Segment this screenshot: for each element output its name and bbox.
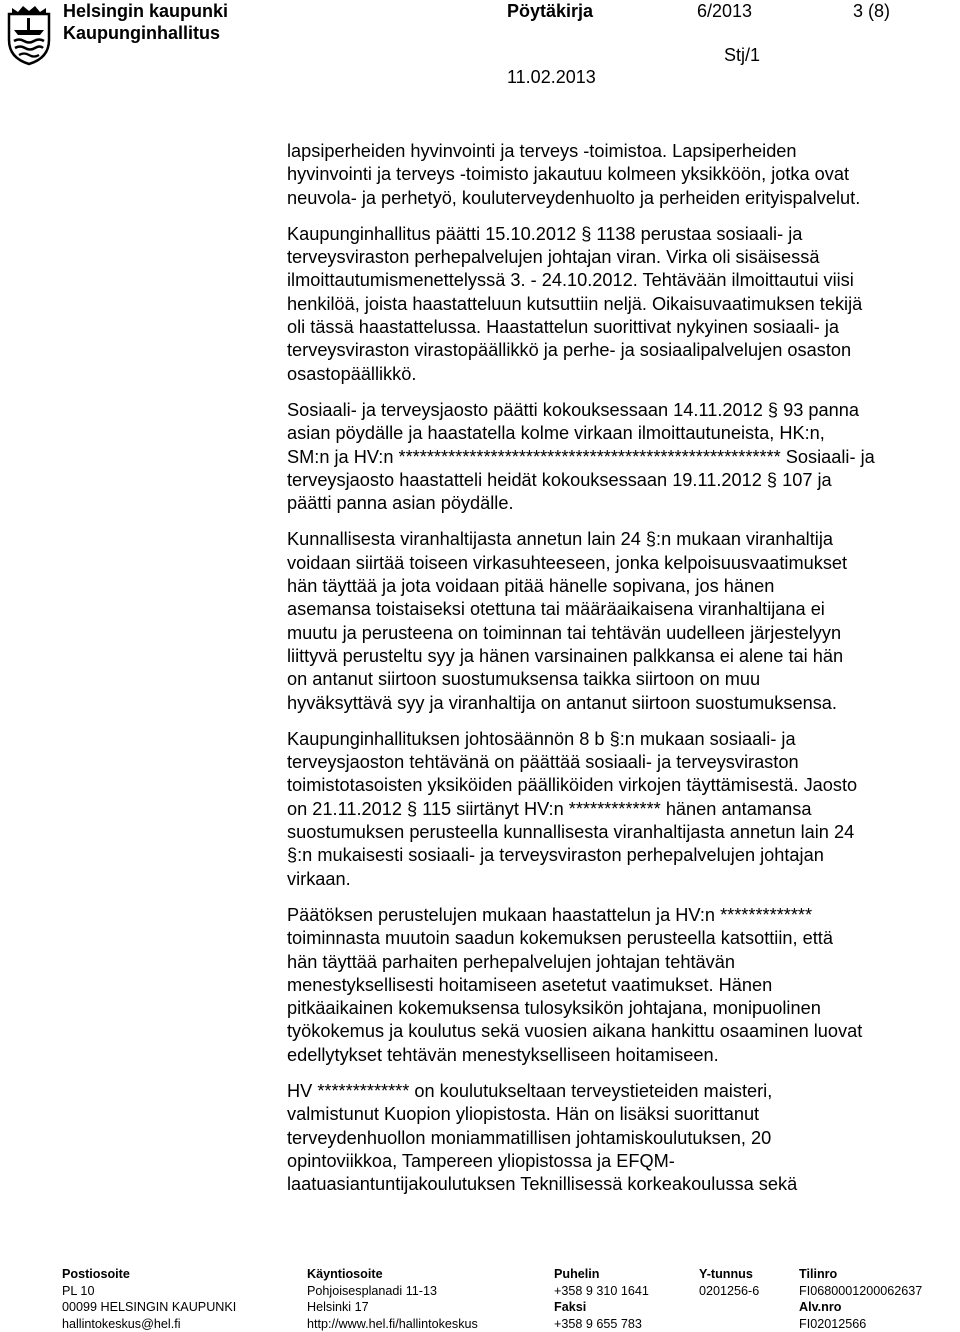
footer-business-id: Y-tunnus 0201256-6 xyxy=(699,1267,760,1298)
paragraph-3: Sosiaali- ja terveysjaosto päätti kokouksessaan 14.11.2012 § 93 panna asian pöydälle ja haastatella kolme virkaan ilmoittautuneista, HK:n, SM:n ja HV:n ****************************************************** Sosiaali- ja terveysjaosto haastatteli heidät kokouksessaan 19.11.2012 § 107 ja päätti panna asian pöydälle. xyxy=(287,399,875,514)
footer-postal-address: Postiosoite PL 10 00099 HELSINGIN KAUPUNKI hallintokeskus@hel.fi xyxy=(62,1267,237,1331)
paragraph-6: Päätöksen perustelujen mukaan haastattelun ja HV:n ************* toiminnasta muutoin saadun kokemuksen perusteella katsottiin, että hän täyttää parhaiten perhepalvelujen johtajan tehtävän menestyksellisesti hoitamiseen asetetut vaatimukset. Hänen pitkäaikainen kokemuksensa tulosyksikön johtajana, monipuolinen työkokemus ja koulutus sekä vuosien aikana hankittu osaaminen luovat edellytykset tehtävän menestykselliseen hoitamiseen. xyxy=(287,904,863,1065)
page-header xyxy=(0,0,960,100)
footer-website-link[interactable]: http://www.hel.fi/hallintokeskus xyxy=(307,1316,478,1331)
footer-visiting-address: Käyntiosoite Pohjoisesplanadi 11-13 Helsinki 17 http://www.hel.fi/hallintokeskus xyxy=(307,1267,478,1331)
body-name: Kaupunginhallitus xyxy=(63,23,220,43)
org-name: Helsingin kaupunki xyxy=(63,1,229,21)
section-code: Stj/1 xyxy=(724,45,761,65)
footer-phone: Puhelin +358 9 310 1641 Faksi +358 9 655 783 xyxy=(554,1267,649,1331)
paragraph-5: Kaupunginhallituksen johtosäännön 8 b §:n mukaan sosiaali- ja terveysjaoston tehtävänä on päättää sosiaali- ja terveysviraston toimistotasoisten yksiköiden päälliköiden virkojen täyttämisestä. Jaosto on 21.11.2012 § 115 siirtänyt HV:n ************* hänen antamansa suostumuksen perusteella kunnallisesta viranhaltijasta annetun lain 24 §:n mukaisesti sosiaali- ja terveysviraston perhepalvelujen johtajan virkaan. xyxy=(287,728,858,889)
page-number: 3 (8) xyxy=(853,1,891,21)
doc-number: 6/2013 xyxy=(697,1,753,21)
paragraph-7: HV ************* on koulutukseltaan terveystieteiden maisteri, valmistunut Kuopion yliopistosta. Hän on lisäksi suorittanut terveydenhuollon moniammatillisen johtamiskoulutuksen, 20 opintoviikkoa, Tampereen yliopistossa ja EFQM- laatuasiantuntijakoulutuksen Teknillisessä korkeakoulussa sekä xyxy=(287,1080,798,1195)
meeting-date: 11.02.2013 xyxy=(507,67,596,87)
footer-email-link[interactable]: hallintokeskus@hel.fi xyxy=(62,1316,181,1331)
paragraph-2: Kaupunginhallitus päätti 15.10.2012 § 1138 perustaa sosiaali- ja terveysviraston perhepalvelujen johtajan viran. Virka oli sisäisessä ilmoittautumismenettelyssä 3. - 24.10.2012. Tehtävään ilmoittautui viisi henkilöä, joista haastatteluun kutsuttiin neljä. Oikaisuvaatimuksen tekijä oli tässä haastattelussa. Haastattelun suorittivat nykyinen sosiaali- ja terveysviraston virastopäällikkö ja perhe- ja sosiaalipalvelujen osaston osastopäällikkö. xyxy=(287,223,863,384)
paragraph-1: lapsiperheiden hyvinvointi ja terveys -toimistoa. Lapsiperheiden hyvinvointi ja terveys -toimisto jakautuu kolmeen yksikköön, jotka ovat neuvola- ja perhetyö, kouluterveydenhuolto ja perheiden erityispalvelut. xyxy=(287,141,861,208)
page-footer xyxy=(0,1266,960,1332)
paragraph-4: Kunnallisesta viranhaltijasta annetun lain 24 §:n mukaan viranhaltija voidaan siirtää toiseen virkasuhteeseen, jonka kelpoisuusvaatimukset hän täyttää ja jota voidaan pitää hänelle sopivana, jos hänen asemansa toistaiseksi otettuna tai määräaikaisena viranhaltijana ei muutu ja perusteena on toiminnan tai tehtävän uudelleen järjestelyyn liittyvä perusteltu syy ja hänen varsinainen palkkansa ei alene tai hän on antanut siirtoon suostumuksensa taikka siirtoon on muu hyväksyttävä syy ja viranhaltija on antanut siirtoon suostumuksensa. xyxy=(287,529,848,713)
footer-account: Tilinro FI0680001200062637 Alv.nro FI02012566 xyxy=(799,1267,923,1331)
document-body xyxy=(287,140,947,1209)
doc-type: Pöytäkirja xyxy=(507,1,594,21)
helsinki-coat-of-arms-icon xyxy=(6,4,52,66)
